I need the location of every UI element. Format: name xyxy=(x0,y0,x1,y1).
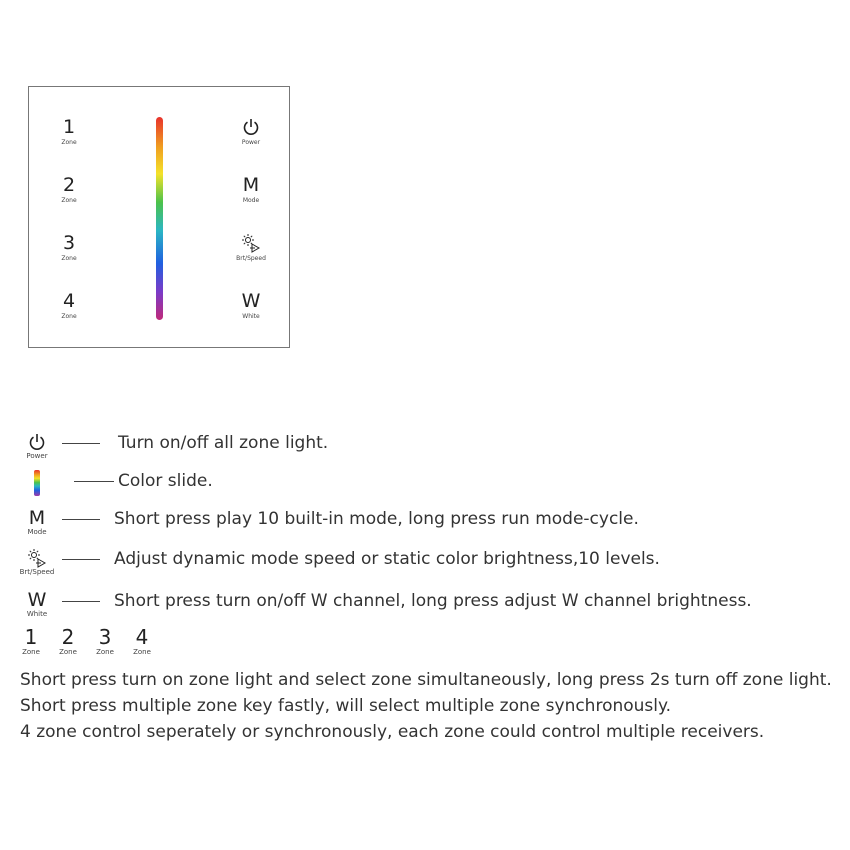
note-line-2: Short press multiple zone key fastly, will select multiple zone synchronously. xyxy=(20,696,672,716)
dash-line xyxy=(62,443,100,444)
zone-3-key[interactable]: 3 Zone xyxy=(61,232,77,262)
power-icon xyxy=(28,432,46,452)
brightness-speed-key[interactable]: Brt/Speed xyxy=(226,233,276,263)
legend-white: W White Short press turn on/off W channel, long press adjust W channel brightness. xyxy=(26,589,752,618)
color-slider-icon xyxy=(34,470,40,496)
note-line-3: 4 zone control seperately or synchronously, each zone could control multiple receivers. xyxy=(20,722,765,742)
legend-speed: Brt/Speed Adjust dynamic mode speed or static color brightness,10 levels. xyxy=(19,549,660,576)
dash-line xyxy=(74,481,114,482)
sun-arrow-icon xyxy=(241,233,261,253)
legend-slide-text: Color slide. xyxy=(118,471,213,491)
zone-1-key[interactable]: 1 Zone xyxy=(61,116,77,146)
dash-line xyxy=(62,519,100,520)
mode-key[interactable]: M Mode xyxy=(242,174,260,204)
legend-power: Power Turn on/off all zone light. xyxy=(26,433,329,460)
legend-color-slide xyxy=(14,470,844,506)
zone-4-key[interactable]: 4 Zone xyxy=(61,290,77,320)
note-line-1: Short press turn on zone light and select zone simultaneously, long press 2s turn off zone light. xyxy=(20,670,832,690)
sun-arrow-icon xyxy=(27,548,47,568)
color-slider[interactable] xyxy=(156,117,163,320)
legend-power-text: Turn on/off all zone light. xyxy=(118,433,329,453)
legend-mode-text: Short press play 10 built-in mode, long press run mode-cycle. xyxy=(114,509,639,529)
legend-mode: M Mode Short press play 10 built-in mode, long press run mode-cycle. xyxy=(27,507,639,536)
dash-line xyxy=(62,601,100,602)
zone-1-icon: 1 Zone xyxy=(22,625,40,656)
zone-2-key[interactable]: 2 Zone xyxy=(61,174,77,204)
zone-3-icon: 3 Zone xyxy=(96,625,114,656)
power-key[interactable]: Power xyxy=(226,117,276,147)
white-key[interactable]: W White xyxy=(241,290,261,320)
power-icon xyxy=(242,117,260,137)
touch-panel xyxy=(28,86,290,348)
legend-white-text: Short press turn on/off W channel, long press adjust W channel brightness. xyxy=(114,591,752,611)
zone-2-icon: 2 Zone xyxy=(59,625,77,656)
zone-keys-legend xyxy=(14,626,174,662)
dash-line xyxy=(62,559,100,560)
zone-4-icon: 4 Zone xyxy=(133,625,151,656)
legend-speed-text: Adjust dynamic mode speed or static color brightness,10 levels. xyxy=(114,549,660,569)
